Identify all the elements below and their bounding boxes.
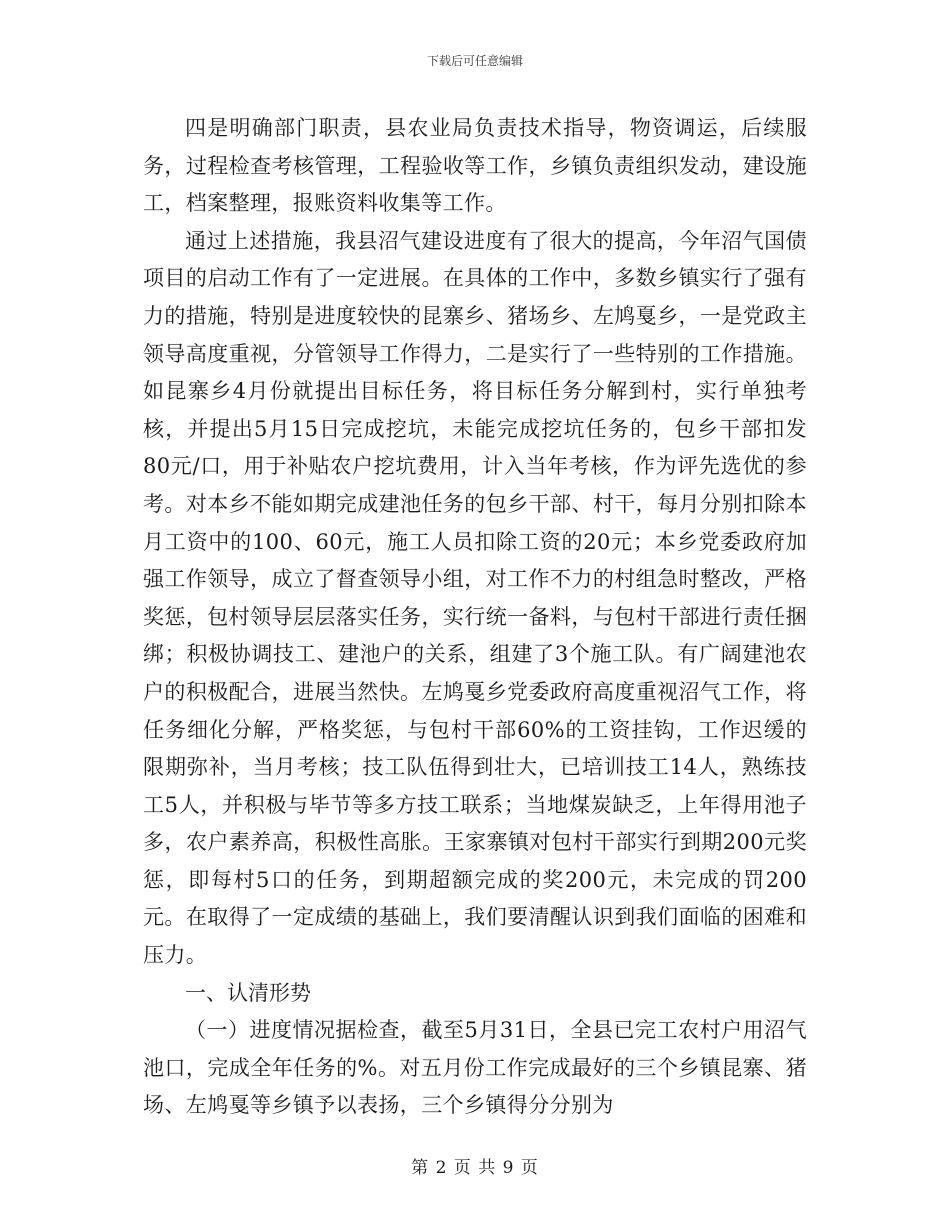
paragraph-progress-measures: 通过上述措施，我县沼气建设进度有了很大的提高，今年沼气国债项目的启动工作有了一定进展。在具体的工作中，多数乡镇实行了强有力的措施，特别是进度较快的昆寨乡、猪场乡、左鸠戛乡，一是党政主领导高度重视，分管领导工作得力，二是实行了一些特别的工作措施。如昆寨乡4月份就提出目标任务，将目标任务分解到村，实行单独考核，并提出5月15日完成挖坑，未能完成挖坑任务的，包乡干部扣发80元/口，用于补贴农户挖坑费用，计入当年考核，作为评先选优的参考。对本乡不能如期完成建池任务的包乡干部、村干，每月分别扣除本月工资中的100、60元，施工人员扣除工资的20元；本乡党委政府加强工作领导，成立了督查领导小组，对工作不力的村组急时整改，严格奖惩，包村领导层层落实任务，实行统一备料，与包村干部进行责任捆绑；积极协调技工、建池户的关系，组建了3个施工队。有广阔建池农户的积极配合，进展当然快。左鸠戛乡党委政府高度重视沼气工作，将任务细化分解，严格奖惩，与包村干部60%的工资挂钩，工作迟缓的限期弥补，当月考核；技工队伍得到壮大，已培训技工14人，熟练技工5人，并积极与毕节等多方技工联系；当地煤炭缺乏，上年得用池子多，农户素养高，积极性高胀。王家寨镇对包村干部实行到期200元奖惩，即每村5口的任务，到期超额完成的奖200元，未完成的罚200元。在取得了一定成绩的基础上，我们要清醒认识到我们面临的困难和压力。 — [143, 228, 807, 968]
paragraph-department-duties: 四是明确部门职责，县农业局负责技术指导，物资调运，后续服务，过程检查考核管理，工程验收等工作，乡镇负责组织发动，建设施工，档案整理，报账资料收集等工作。 — [143, 116, 807, 216]
document-body — [143, 110, 807, 1125]
page-number: 第 2 页 共 9 页 — [411, 1158, 539, 1178]
page-header-note: 下载后可任意编辑 — [426, 54, 523, 68]
section-heading-situation: 一、认清形势 — [185, 980, 311, 1005]
paragraph-progress-status: （一）进度情况据检查，截至5月31日，全县已完工农村户用沼气池口，完成全年任务的%。对五月份工作完成最好的三个乡镇昆寨、猪场、左鸠戛等乡镇予以表扬，三个乡镇得分分别为 — [143, 1018, 807, 1118]
